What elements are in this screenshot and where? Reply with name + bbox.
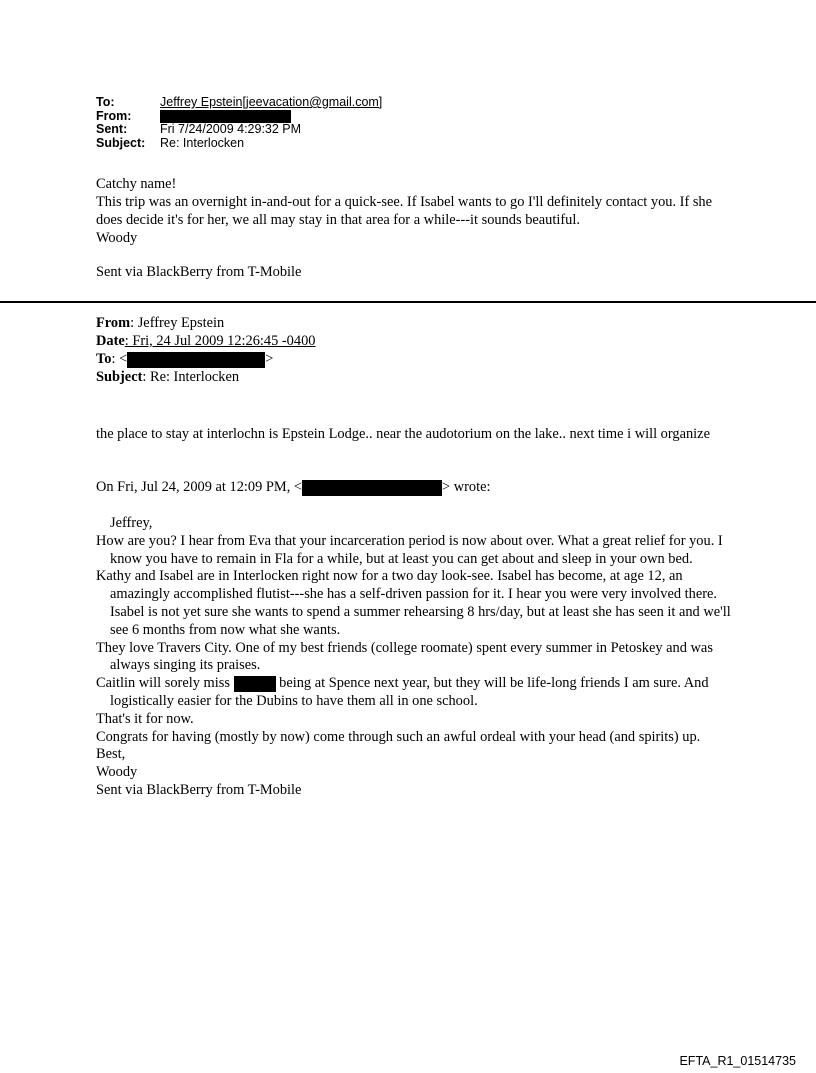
document-id: EFTA_R1_01514735 xyxy=(679,1054,796,1068)
original-paragraph-4 xyxy=(96,675,736,711)
redaction-block xyxy=(234,676,276,692)
subject-value: Re: Interlocken xyxy=(160,135,245,150)
on-wrote-line xyxy=(96,478,736,496)
reply-signature: Sent via BlackBerry from T-Mobile xyxy=(96,264,302,280)
quoted-to-close: > xyxy=(265,351,274,367)
original-paragraph-5: That's it for now. xyxy=(96,710,194,727)
quoted-subject-value: : Re: Interlocken xyxy=(142,369,240,385)
sent-label: Sent: xyxy=(96,122,128,137)
quoted-date-row xyxy=(96,332,736,350)
header-sent-row xyxy=(96,123,382,137)
reply-signoff: Woody xyxy=(96,230,138,246)
quoted-reply-text: the place to stay at interlochn is Epstein Lodge.. near the audotorium on the lake.. next time i will organize xyxy=(96,426,710,442)
quoted-date-label: Date xyxy=(96,333,125,349)
header-to-row xyxy=(96,96,382,110)
original-paragraph-6: Congrats for having (mostly by now) come through such an awful ordeal with your head (and spirits) up. xyxy=(96,728,701,745)
original-greeting: Jeffrey, xyxy=(110,515,153,531)
quoted-header xyxy=(96,314,736,386)
header-from-row xyxy=(96,110,382,124)
header-subject-row xyxy=(96,137,382,151)
from-label: From: xyxy=(96,108,132,123)
reply-line-1: Catchy name! xyxy=(96,176,177,192)
redaction-block xyxy=(127,352,265,368)
quoted-subject-row xyxy=(96,368,736,386)
quoted-to-open: : < xyxy=(111,351,128,367)
original-paragraph-2: Kathy and Isabel are in Interlocken right now for a two day look-see. Isabel has become, at age 12, an amazingly accomplished flutist---she has a self-driven passion for it. I hear you were very involved there. Isabel is not yet sure she wants to spend a summer rehearsing 8 hrs/day, but at least she has seen it and we'll see 6 months from now what she wants. xyxy=(96,568,731,638)
quoted-to-row xyxy=(96,350,736,368)
on-wrote-prefix: On Fri, Jul 24, 2009 at 12:09 PM, < xyxy=(96,479,303,495)
sent-value: Fri 7/24/2009 4:29:32 PM xyxy=(160,122,302,137)
quoted-to-label: To xyxy=(96,351,112,367)
redaction-block xyxy=(302,480,442,496)
reply-line-2: This trip was an overnight in-and-out for a quick-see. If Isabel wants to go I'll definitely contact you. If she does decide it's for her, we all may stay in that area for a while---it sounds beautiful. xyxy=(96,194,713,228)
on-wrote-suffix: > wrote: xyxy=(442,479,491,495)
original-closing-1: Best, xyxy=(96,746,126,763)
reply-body xyxy=(96,175,736,281)
quoted-reply xyxy=(96,425,736,443)
quoted-from-value: : Jeffrey Epstein xyxy=(130,315,225,331)
quoted-date-value: : Fri, 24 Jul 2009 12:26:45 -0400 xyxy=(124,333,316,349)
original-paragraph-1: How are you? I hear from Eva that your incarceration period is now about over. What a great relief for you. I know you have to remain in Fla for a while, but at least you can get about and sleep in your own bed. xyxy=(96,532,723,567)
to-value: Jeffrey Epstein[jeevacation@gmail.com] xyxy=(160,95,383,109)
separator-rule xyxy=(0,301,816,303)
email-header xyxy=(96,96,382,150)
original-message xyxy=(96,515,736,800)
original-paragraph-4-a: Caitlin will sorely miss xyxy=(96,675,230,692)
to-label: To: xyxy=(96,95,115,109)
quoted-from-label: From xyxy=(96,315,131,331)
original-closing-2: Woody xyxy=(96,764,138,781)
original-signature: Sent via BlackBerry from T-Mobile xyxy=(96,781,302,798)
quoted-from-row xyxy=(96,314,736,332)
quoted-subject-label: Subject xyxy=(96,369,143,385)
redaction-block xyxy=(160,110,291,123)
original-paragraph-4-b: being at Spence next year, but they will be life-long friends I am sure. And logistically easier for the Dubins to have them all in one school. xyxy=(110,675,709,709)
subject-label: Subject: xyxy=(96,135,146,150)
original-paragraph-3: They love Travers City. One of my best friends (college roomate) spent every summer in Petoskey and was always singing its praises. xyxy=(96,639,713,674)
